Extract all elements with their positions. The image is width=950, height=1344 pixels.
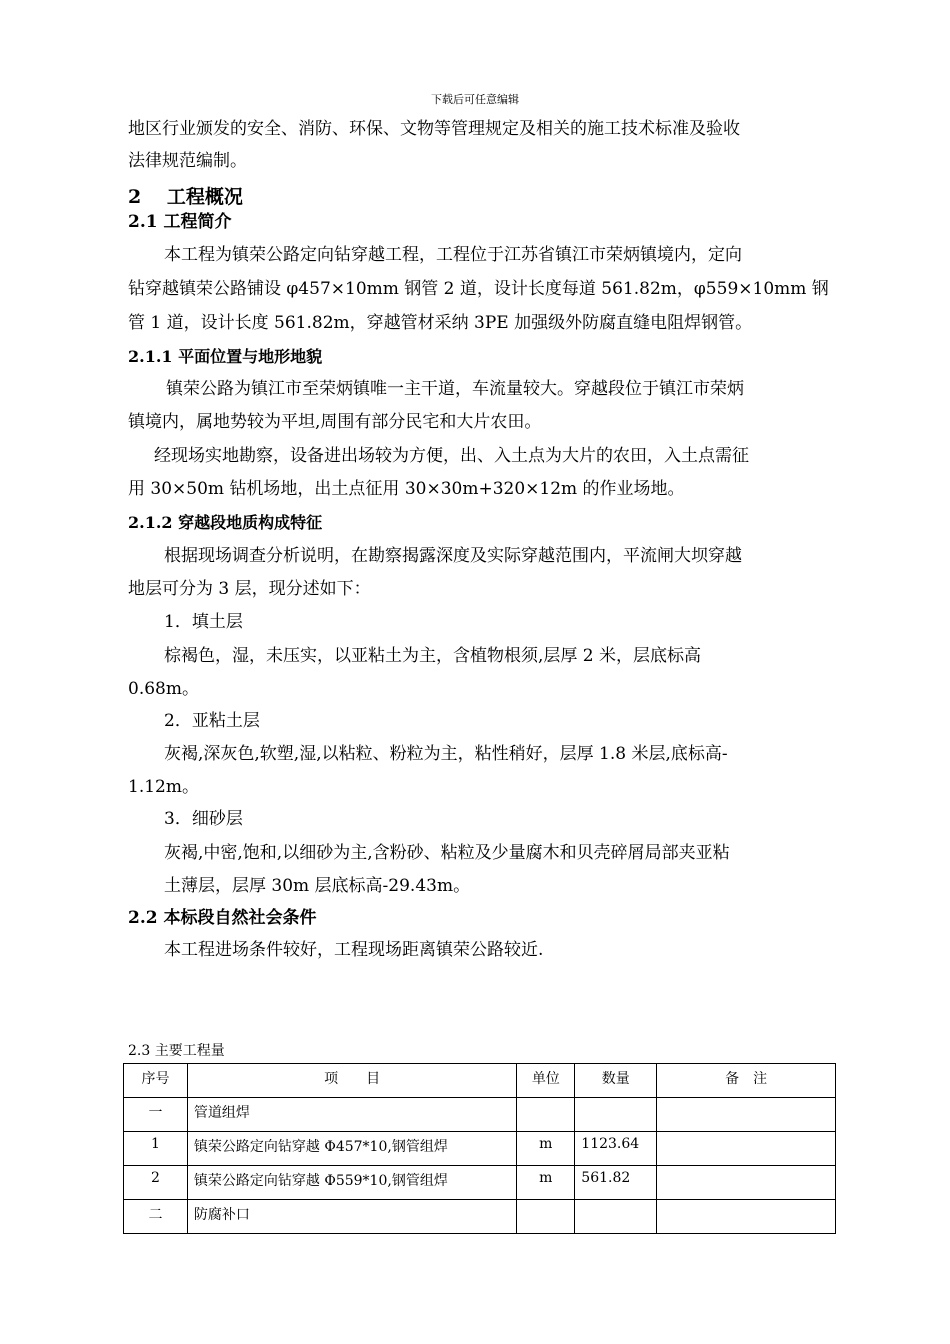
table-cell — [657, 1098, 836, 1132]
body-text-line: 镇境内，属地势较为平坦,周围有部分民宅和大片农田。 — [128, 412, 542, 432]
section-heading: 2.1.1 平面位置与地形地貌 — [128, 347, 323, 366]
body-text-line: 钻穿越镇荣公路铺设 φ457×10mm 钢管 2 道，设计长度每道 561.82m，φ559×10mm 钢 — [128, 279, 829, 299]
table-cell — [657, 1166, 836, 1200]
section-heading: 2.1 工程简介 — [128, 212, 232, 232]
body-text-line: 3．细砂层 — [164, 809, 243, 829]
body-text-line: 地区行业颁发的安全、消防、环保、文物等管理规定及相关的施工技术标准及验收 — [128, 119, 740, 139]
table-cell: 一 — [124, 1098, 188, 1132]
table-cell — [517, 1098, 575, 1132]
table-row — [124, 1098, 836, 1132]
body-text-line: 地层可分为 3 层，现分述如下： — [128, 579, 371, 599]
body-text-line: 灰褐,深灰色,软塑,湿,以粘粒、粉粒为主，粘性稍好，层厚 1.8 米层,底标高- — [164, 744, 728, 764]
header-cell: 单位 — [517, 1064, 575, 1098]
body-text-line: 根据现场调查分析说明，在勘察揭露深度及实际穿越范围内，平流闸大坝穿越 — [164, 546, 742, 566]
table-cell — [657, 1200, 836, 1234]
table-cell — [657, 1132, 836, 1166]
header-cell: 数量 — [575, 1064, 657, 1098]
table-header-row — [124, 1064, 836, 1098]
body-text-line: 法律规范编制。 — [128, 151, 247, 171]
body-text-line: 2．亚粘土层 — [164, 711, 260, 731]
table-cell: 561.82 — [575, 1166, 657, 1200]
header-cell: 项 目 — [187, 1064, 516, 1098]
table-cell: m — [517, 1132, 575, 1166]
body-text-line: 管 1 道，设计长度 561.82m，穿越管材采纳 3PE 加强级外防腐直缝电阻焊钢管。 — [128, 313, 753, 333]
body-text-line: 灰褐,中密,饱和,以细砂为主,含粉砂、粘粒及少量腐木和贝壳碎屑局部夹亚粘 — [164, 843, 730, 863]
header-cell: 序号 — [124, 1064, 188, 1098]
table-cell — [517, 1200, 575, 1234]
table-cell: 1 — [124, 1132, 188, 1166]
table-cell: 2 — [124, 1166, 188, 1200]
table-row — [124, 1132, 836, 1166]
table-row — [124, 1200, 836, 1234]
body-text-line: 用 30×50m 钻机场地，出土点征用 30×30m+320×12m 的作业场地。 — [128, 479, 685, 499]
section-heading: 2 工程概况 — [128, 186, 243, 208]
table-caption: 2.3 主要工程量 — [128, 1043, 225, 1059]
table-row — [124, 1166, 836, 1200]
body-text-line: 本工程进场条件较好，工程现场距离镇荣公路较近. — [164, 940, 544, 960]
body-text-line: 1.12m。 — [128, 777, 199, 797]
body-text-line: 1．填土层 — [164, 612, 243, 632]
table-cell: m — [517, 1166, 575, 1200]
body-text-line: 镇荣公路为镇江市至荣炳镇唯一主干道，车流量较大。穿越段位于镇江市荣炳 — [166, 379, 744, 399]
table-cell: 1123.64 — [575, 1132, 657, 1166]
table-cell — [575, 1200, 657, 1234]
table-cell: 二 — [124, 1200, 188, 1234]
table-cell — [575, 1098, 657, 1132]
body-text-line: 0.68m。 — [128, 679, 199, 699]
page-header: 下载后可任意编辑 — [431, 93, 519, 106]
table-cell: 镇荣公路定向钻穿越 Φ457*10,钢管组焊 — [187, 1132, 516, 1166]
table-cell: 防腐补口 — [187, 1200, 516, 1234]
body-text-line: 棕褐色，湿，未压实，以亚粘土为主，含植物根须,层厚 2 米，层底标高 — [164, 646, 702, 666]
table-cell: 镇荣公路定向钻穿越 Φ559*10,钢管组焊 — [187, 1166, 516, 1200]
body-text-line: 经现场实地勘察，设备进出场较为方便，出、入土点为大片的农田，入土点需征 — [154, 446, 749, 466]
header-cell: 备 注 — [657, 1064, 836, 1098]
section-heading: 2.2 本标段自然社会条件 — [128, 908, 317, 928]
body-text-line: 本工程为镇荣公路定向钻穿越工程，工程位于江苏省镇江市荣炳镇境内，定向 — [164, 245, 742, 265]
body-text-line: 土薄层，层厚 30m 层底标高-29.43m。 — [164, 876, 471, 896]
quantities-table — [123, 1063, 836, 1234]
section-heading: 2.1.2 穿越段地质构成特征 — [128, 513, 323, 532]
table-cell: 管道组焊 — [187, 1098, 516, 1132]
